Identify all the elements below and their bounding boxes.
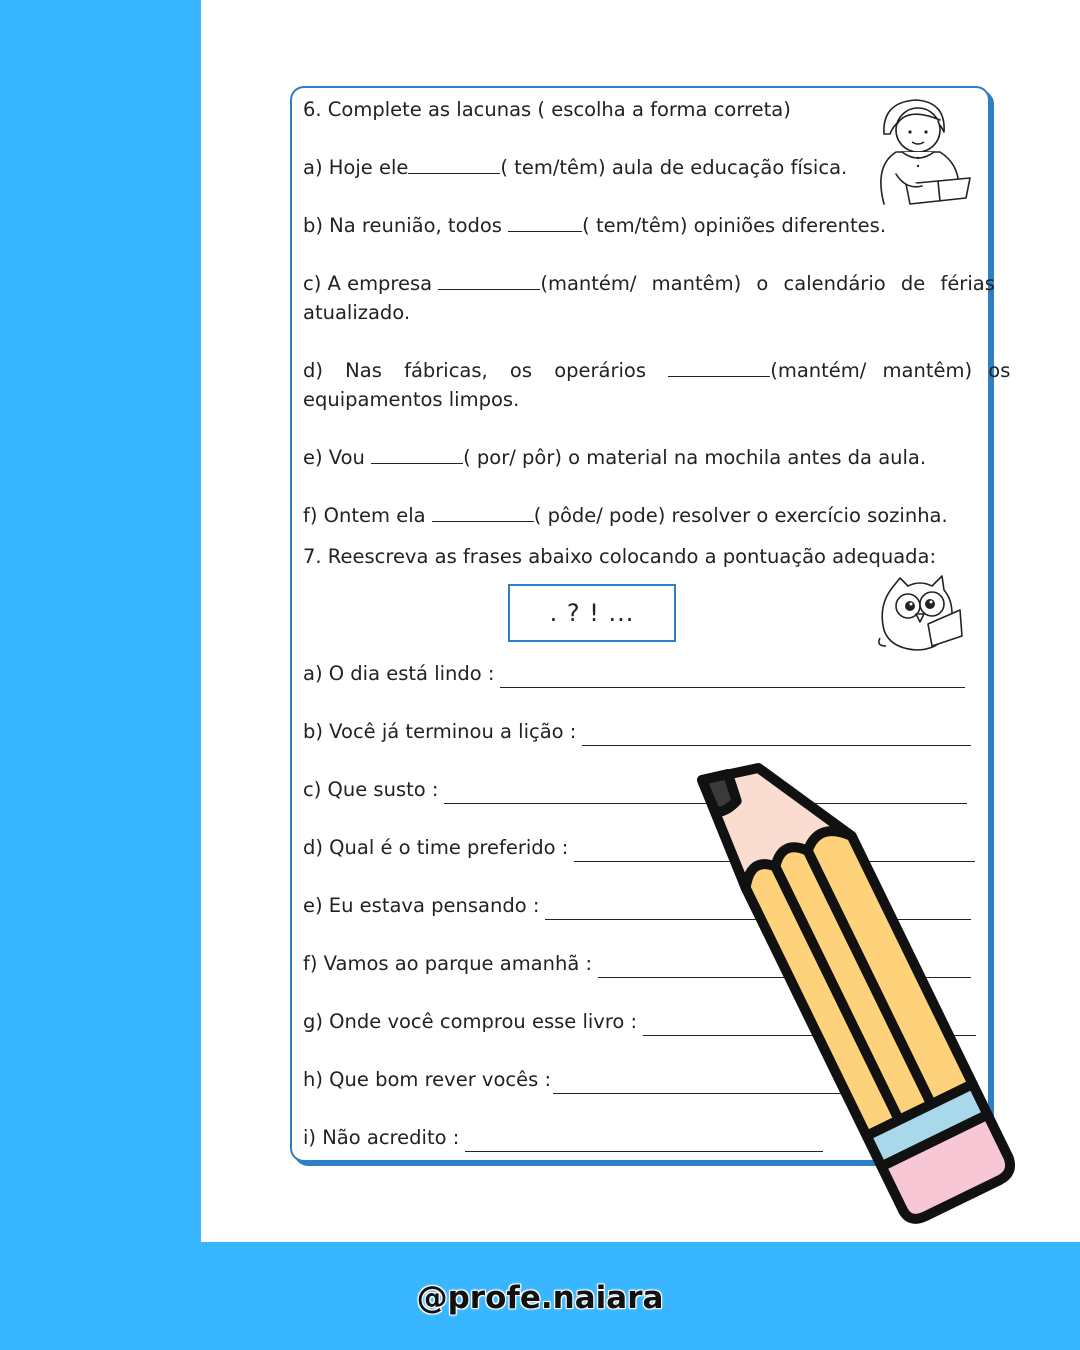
owl-reading-icon	[874, 574, 966, 654]
answer-blank[interactable]	[668, 356, 770, 377]
author-handle: @profe.naiara	[416, 1280, 664, 1316]
answer-blank[interactable]	[432, 501, 534, 522]
answer-line[interactable]	[500, 667, 965, 688]
exercise-7-title: 7. Reescreva as frases abaixo colocando a pontuação adequada:	[303, 545, 937, 568]
exercise-7-item-h: h) Que bom rever vocês :	[303, 1065, 961, 1094]
exercise-6-title: 6. Complete as lacunas ( escolha a forma correta)	[303, 98, 791, 121]
pencil-icon	[660, 760, 980, 1250]
exercise-7-item-b: b) Você já terminou a lição :	[303, 717, 971, 746]
answer-line[interactable]	[582, 725, 971, 746]
exercise-6-item-d: d) Nas fábricas, os operários (mantém/ mantêm) os	[303, 356, 979, 385]
exercise-6-item-b: b) Na reunião, todos ( tem/têm) opiniões diferentes.	[303, 211, 979, 240]
answer-blank[interactable]	[371, 443, 463, 464]
exercise-7-item-f: f) Vamos ao parque amanhã :	[303, 949, 971, 978]
answer-blank[interactable]	[508, 211, 582, 232]
exercise-6-item-e: e) Vou ( por/ pôr) o material na mochila antes da aula.	[303, 443, 979, 472]
boy-reading-icon	[866, 94, 972, 206]
exercise-7-item-g: g) Onde você comprou esse livro :	[303, 1007, 976, 1036]
exercise-7-item-c: c) Que susto :	[303, 775, 967, 804]
exercise-6-item-c: c) A empresa (mantém/ mantêm) o calendário de férias	[303, 269, 979, 298]
exercise-7-item-a: a) O dia está lindo :	[303, 659, 965, 688]
exercise-7-item-d: d) Qual é o time preferido :	[303, 833, 975, 862]
exercise-6-item-d-line2: equipamentos limpos.	[303, 388, 520, 411]
answer-blank[interactable]	[438, 269, 540, 290]
punctuation-box: . ? ! ...	[508, 584, 676, 642]
exercise-6-item-a: a) Hoje ele ( tem/têm) aula de educação física.	[303, 153, 979, 182]
answer-blank[interactable]	[408, 153, 500, 174]
exercise-6-item-f: f) Ontem ela ( pôde/ pode) resolver o exercício sozinha.	[303, 501, 979, 530]
exercise-6-item-c-line2: atualizado.	[303, 301, 411, 324]
exercise-7-item-e: e) Eu estava pensando :	[303, 891, 971, 920]
exercise-7-item-i: i) Não acredito :	[303, 1123, 823, 1152]
